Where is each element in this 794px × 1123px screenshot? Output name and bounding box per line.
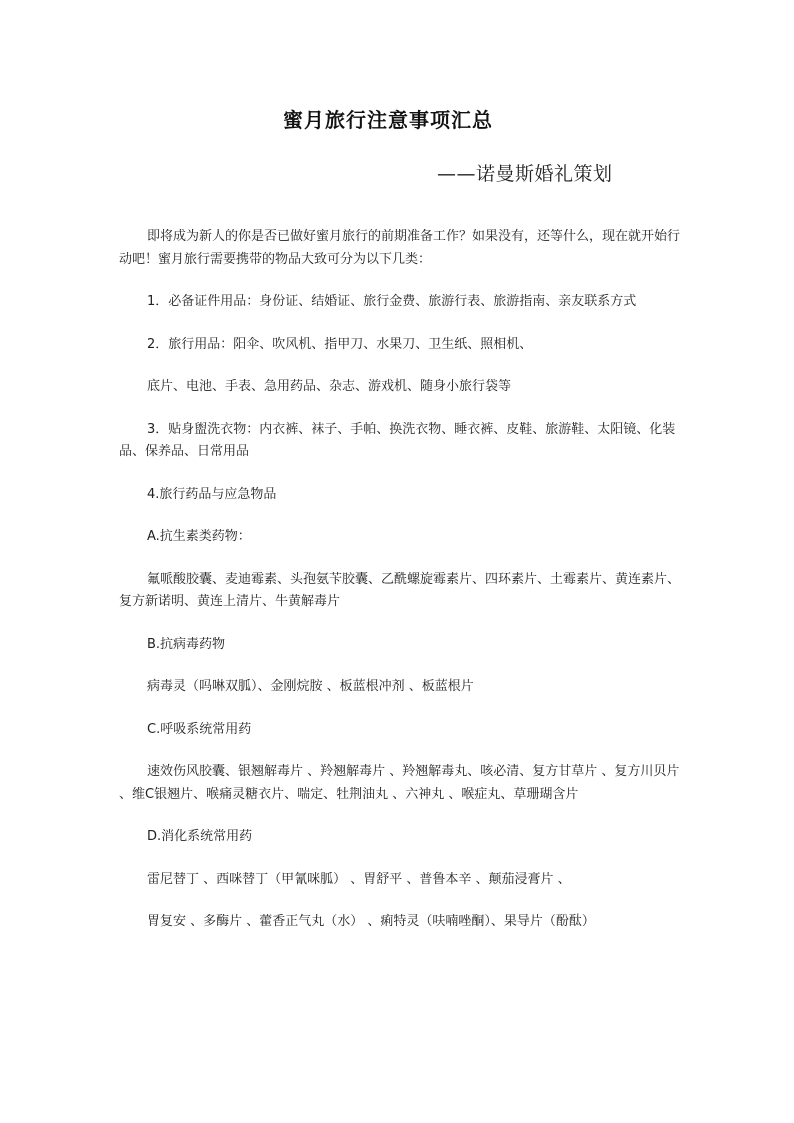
section-heading-medicine: 4.旅行药品与应急物品 <box>147 486 277 502</box>
respiratory-list: 速效伤风胶囊、银翘解毒片 、羚翘解毒片 、羚翘解毒丸、咳必清、复方甘草片 、复方川贝片 、维C银翘片、喉痛灵糖衣片、喘定、牡荆油丸 、六神丸 、喉症丸、草珊瑚含片 <box>119 764 680 802</box>
digestive-list-2: 胃复安 、多酶片 、藿香正气丸（水） 、痢特灵（呋喃唑酮）、果导片（酚酞） <box>147 914 595 929</box>
subheading-respiratory: C.呼吸系统常用药 <box>147 721 252 737</box>
intro-paragraph: 即将成为新人的你是否已做好蜜月旅行的前期准备工作？如果没有，还等什么，现在就开始行动吧！蜜月旅行需要携带的物品大致可分为以下几类： <box>119 229 681 267</box>
antibiotics-list: 氟哌酸胶囊、麦迪霉素、头孢氨苄胶囊、乙酰螺旋霉素片、四环素片、土霉素片、黄连素片、复方新诺明、黄连上清片、牛黄解毒片 <box>119 571 681 609</box>
document-subtitle: ——诺曼斯婚礼策划 <box>437 163 613 185</box>
list-item-travel-supplies: 2．旅行用品：阳伞、吹风机、指甲刀、水果刀、卫生纸、照相机、 <box>147 336 533 352</box>
list-item-travel-supplies-cont: 底片、电池、手表、急用药品、杂志、游戏机、随身小旅行袋等 <box>147 379 512 394</box>
document-title: 蜜月旅行注意事项汇总 <box>283 108 493 132</box>
subheading-digestive: D.消化系统常用药 <box>147 829 253 844</box>
digestive-list-1: 雷尼替丁 、西咪替丁（甲氰咪胍） 、胃舒平 、普鲁本辛 、颠茄浸膏片 、 <box>147 871 571 887</box>
subheading-antibiotics: A.抗生素类药物： <box>147 529 251 544</box>
list-item-documents: 1．必备证件用品：身份证、结婚证、旅行金费、旅游行表、旅游指南、亲友联系方式 <box>147 294 637 309</box>
antiviral-list: 病毒灵（吗啉双胍）、金刚烷胺 、板蓝根冲剂 、板蓝根片 <box>147 679 474 694</box>
document-body <box>119 226 687 954</box>
subheading-antiviral: B.抗病毒药物 <box>147 636 226 652</box>
list-item-clothing: 3．贴身盥洗衣物：内衣裤、袜子、手帕、换洗衣物、睡衣裤、皮鞋、旅游鞋、太阳镜、化装品、保养品、日常用品 <box>119 421 676 459</box>
